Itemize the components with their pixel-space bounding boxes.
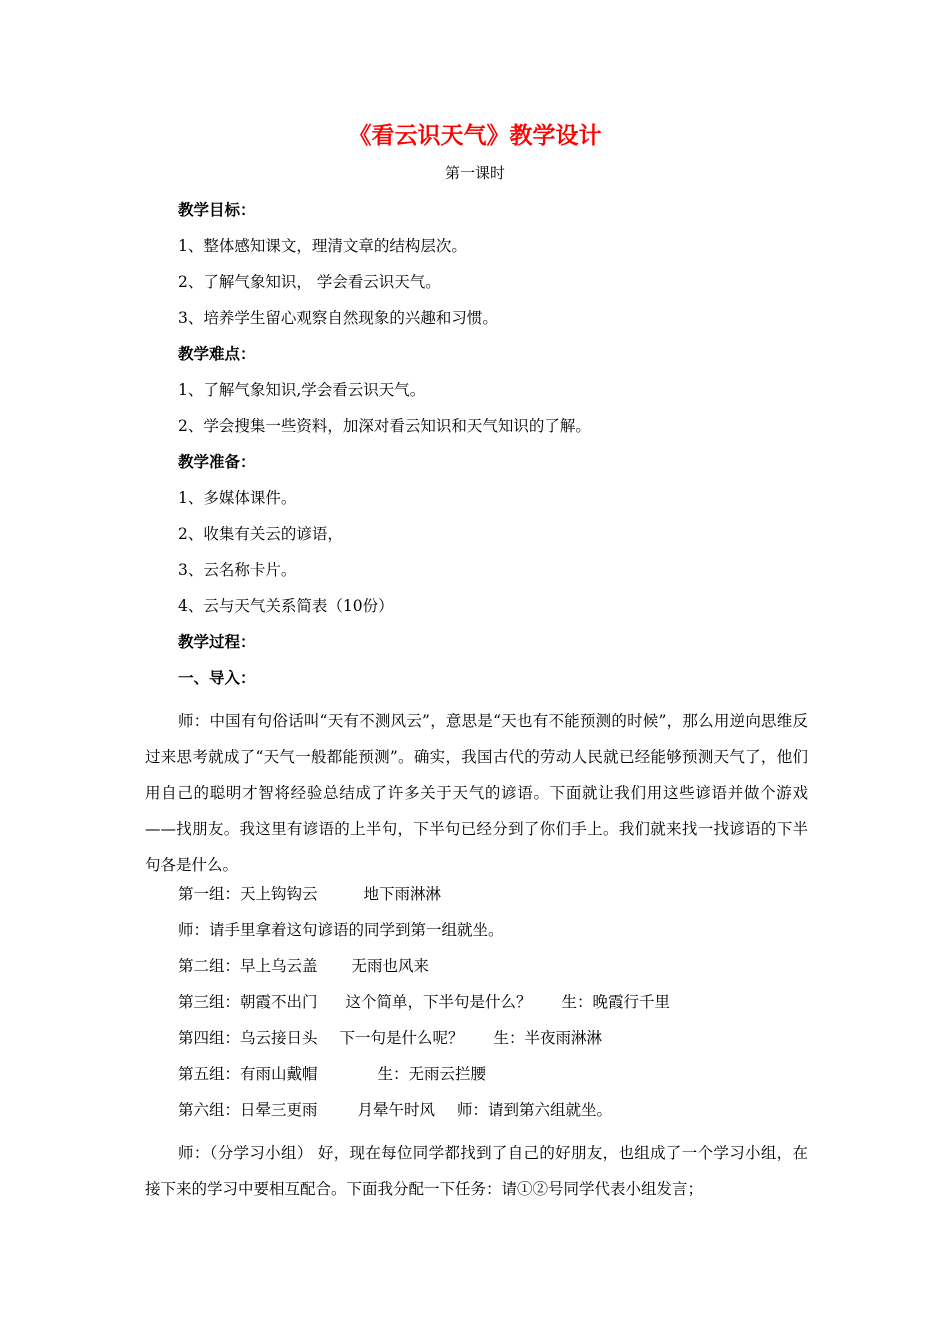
goal-item: 3、培养学生留心观察自然现象的兴趣和习惯。 xyxy=(178,309,498,327)
group-text: 下一句是什么呢？ xyxy=(339,1029,464,1047)
group-text: 这个简单，下半句是什么？ xyxy=(345,993,532,1011)
group-text: 第二组：早上乌云盖 xyxy=(178,957,318,975)
group-line-6 xyxy=(145,1099,808,1135)
document-title: 《看云识天气》教学设计 xyxy=(348,122,602,149)
goals-heading: 教学目标： xyxy=(178,200,256,219)
group-text: 月晕午时风 xyxy=(357,1101,436,1119)
group-text: 第六组：日晕三更雨 xyxy=(178,1101,318,1119)
prep-item: 4、云与天气关系简表（10份） xyxy=(178,597,394,615)
lesson-subtitle: 第一课时 xyxy=(444,164,505,182)
group-text: 第三组：朝霞不出门 xyxy=(178,993,318,1011)
teacher-line-1: 师：请手里拿着这句谚语的同学到第一组就坐。 xyxy=(178,921,504,939)
group-line-1 xyxy=(145,883,808,919)
group-text: 第一组：天上钩钩云 xyxy=(178,885,318,903)
group-text: 生：半夜雨淋淋 xyxy=(493,1029,603,1047)
section-heading-intro: 一、导入： xyxy=(178,668,256,687)
group-text: 第五组：有雨山戴帽 xyxy=(178,1065,318,1083)
goal-item: 2、了解气象知识， 学会看云识天气。 xyxy=(178,273,441,291)
difficulties-heading: 教学难点： xyxy=(178,344,256,363)
intro-paragraph: 师：中国有句俗话叫“天有不测风云”，意思是“天也有不能预测的时候”，那么用逆向思维反过来思考就成了“天气一般都能预测”。确实，我国古代的劳动人民就已经能够预测天气了，他们用自己的聪明才智将经验总结成了许多关于天气的谚语。下面就让我们用这些谚语并做个游戏——找朋友。我这里有谚语的上半句，下半句已经分到了你们手上。我们就来找一找谚语的下半句各是什么。 xyxy=(145,712,808,874)
group-text: 地下雨淋淋 xyxy=(363,885,442,903)
closing-paragraph: 师：（分学习小组） 好，现在每位同学都找到了自己的好朋友，也组成了一个学习小组，在接下来的学习中要相互配合。下面我分配一下任务：请①②号同学代表小组发言； xyxy=(145,1144,808,1198)
group-text: 师：请到第六组就坐。 xyxy=(457,1101,613,1119)
group-line-3 xyxy=(145,991,808,1027)
group-line-4 xyxy=(145,1027,808,1063)
group-text: 无雨也风来 xyxy=(351,957,430,975)
prep-item: 3、云名称卡片。 xyxy=(178,561,297,579)
prep-item: 2、收集有关云的谚语， xyxy=(178,525,343,543)
difficulty-item: 1、了解气象知识,学会看云识天气。 xyxy=(178,381,426,399)
prep-heading: 教学准备： xyxy=(178,452,256,471)
difficulty-item: 2、学会搜集一些资料，加深对看云知识和天气知识的了解。 xyxy=(178,417,591,435)
document-body xyxy=(145,199,808,1207)
prep-item: 1、多媒体课件。 xyxy=(178,489,297,507)
group-line-2 xyxy=(145,955,808,991)
goal-item: 1、整体感知课文，理清文章的结构层次。 xyxy=(178,237,467,255)
group-line-5 xyxy=(145,1063,808,1099)
group-text: 生：无雨云拦腰 xyxy=(377,1065,487,1083)
group-text: 生：晚霞行千里 xyxy=(561,993,671,1011)
group-text: 第四组：乌云接日头 xyxy=(178,1029,318,1047)
process-heading: 教学过程： xyxy=(178,632,256,651)
